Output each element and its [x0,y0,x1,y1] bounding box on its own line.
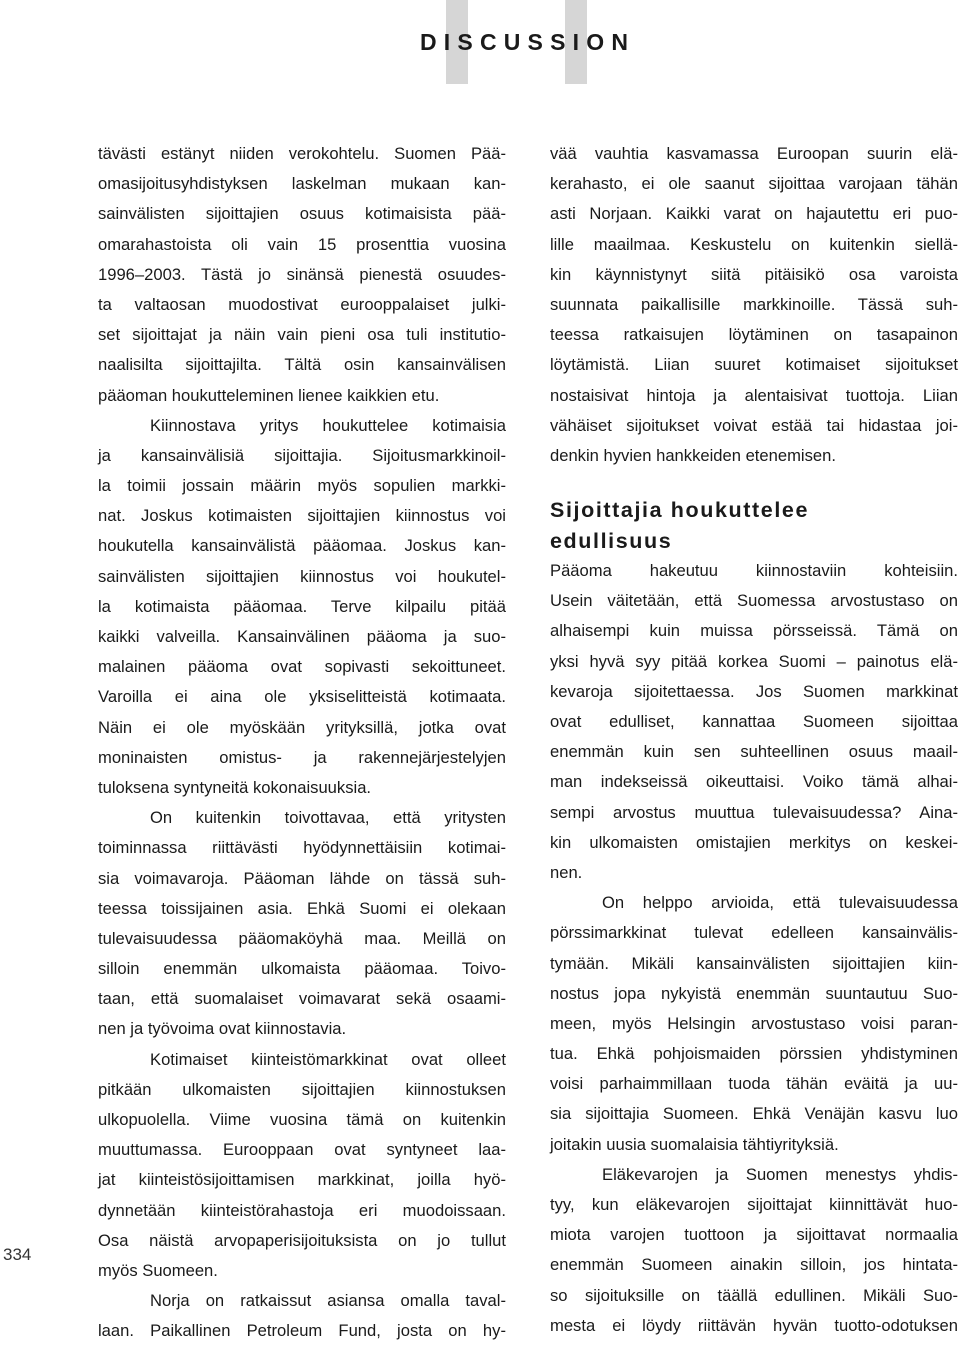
text-line: Näin ei ole myöskään yrityksillä, jotka ovat [98,717,506,737]
text-line: lille maailmaa. Keskustelu on kuitenkin siellä- [550,234,958,254]
text-line: voisi parhaimmillaan tuoda tähän eväitä ja uu- [550,1074,958,1094]
text-line: moninaisten omistus- ja rakennejärjestelyjen [98,747,506,767]
text-line: denkin hyvien hankkeiden etenemisen. [550,445,836,465]
text-line: alhaisempi kuin muissa pörsseissä. Tämä on [550,621,958,641]
text-line: Varoilla ei aina ole yksiselitteistä kotimaata. [98,687,506,707]
text-line: taan, että suomalaiset voimavarat sekä osaami- [98,989,506,1009]
text-line: muuttumassa. Eurooppaan ovat syntyneet laa- [98,1140,506,1160]
text-line: myös Suomeen. [98,1260,218,1280]
text-line: sainvälisten sijoittajien osuus kotimaisista pää- [98,204,506,224]
text-line: sia sijoittajia Suomeen. Ehkä Venäjän kasvu luo [550,1104,958,1124]
text-line: ja kansainvälisiä sijoittajia. Sijoitusmarkkinoil- [98,445,506,465]
text-line: laan. Paikallinen Petroleum Fund, josta on hy- [98,1321,506,1341]
text-line: man indekseissä oikeuttaisi. Voiko tämä alhai- [550,772,958,792]
text-line: nostus jopa nykyistä enemmän suuntautuu Suo- [550,983,958,1003]
text-line: naalisilta sijoittajilta. Tältä osin kansainvälisen [98,355,506,375]
text-line: omasijoitusyhdistyksen laskelman mukaan kan- [98,174,506,194]
text-line: Kiinnostava yritys houkuttelee kotimaisia [150,415,506,435]
text-line: toiminnassa riittävästi hyödynnettäisiin kotimai- [98,838,506,858]
text-line: mesta ei löydy riittävän hyvän tuotto-odotuksen [550,1315,958,1335]
text-line: nen ja työvoima ovat kiinnostavia. [98,1019,347,1039]
section-title: DISCUSSION [420,29,636,55]
right-text-column [550,139,958,1341]
text-line: malainen pääoma ovat sopivasti sekoittuneet. [98,657,506,677]
text-line: sia voimavaroja. Pääoman lähde on tässä suh- [98,868,506,888]
text-line: set sijoittajat ja näin vain pieni osa tuli institutio- [98,325,506,345]
text-line: sainvälisten sijoittajien kiinnostus voi houkutel- [98,566,506,586]
right-column-bottom-text [550,556,958,1341]
text-line: Norja on ratkaissut asiansa omalla taval- [150,1291,506,1311]
text-line: vää vauhtia kasvamassa Euroopan suurin elä- [550,144,958,163]
text-line: miota varojen tuottoon ja sijoittavat normaalia [550,1225,958,1245]
text-line: Eläkevarojen ja Suomen menestys yhdis- [602,1164,958,1184]
text-line: tua. Ehkä pohjoismaiden pörssien yhdistyminen [550,1044,958,1064]
left-text-column [98,139,506,1347]
text-line: jat kiinteistösijoittamisen markkinat, joilla hyö- [98,1170,506,1190]
section-subheading-line-2: edullisuus [550,528,673,553]
page-number: 334 [3,1245,32,1264]
text-line: so sijoituksille on täällä edullinen. Mikäli Suo- [550,1285,958,1305]
text-line: houkutella kansainvälistä pääomaa. Joskus kan- [98,536,506,556]
text-line: suunnata paikallisille markkinoille. Tässä suh- [550,294,958,314]
text-line: kin käynnistynyt siitä pitäisikö osa varoista [550,264,958,284]
section-subheading-line-1: Sijoittajia houkuttelee [550,498,810,523]
text-line: Osa näistä arvopaperisijoituksista on jo tullut [98,1230,506,1250]
text-line: ulkopuolella. Viime vuosina tämä on kuitenkin [98,1110,506,1129]
text-line: ta valtaosan muodostivat eurooppalaiset julki- [98,294,506,314]
text-line: 1996–2003. Tästä jo sinänsä pienestä osuudes- [98,264,506,284]
text-line: Usein väitetään, että Suomessa arvostustaso on [550,591,958,611]
text-line: tymään. Mikäli kansainvälisten sijoittajien kiin- [550,953,958,973]
text-line: tulevaisuudessa pääomaköyhä maa. Meillä on [98,928,506,948]
text-line: nostaisivat hintoja ja alentaisivat tuottoja. Liian [550,385,958,405]
text-line: dynnetään kiinteistörahastoja eri muodoissaan. [98,1200,506,1220]
text-line: löytämistä. Liian suuret kotimaiset sijoitukset [550,355,958,375]
text-line: ovat edulliset, kannattaa Suomeen sijoittaa [550,712,958,731]
text-line: tyy, kun eläkevarojen sijoittajat kiinnittävät huo- [550,1195,958,1214]
text-line: tuloksena syntyneitä kokonaisuuksia. [98,777,372,797]
text-line: teessa ratkaisujen löytäminen on tasapainon [550,325,958,345]
text-line: enemmän Suomeen ainakin silloin, jos hintata- [550,1255,958,1275]
text-line: asti Norjaan. Kaikki varat on hajautettu eri puo- [550,204,958,224]
text-line: kaikki valveilla. Kansainvälinen pääoma ja suo- [98,627,506,646]
right-column-top-text [550,139,958,471]
text-line: yksi hyvä syy pitää korkea Suomi – painotus elä- [550,651,958,671]
text-line: silloin enemmän ulkomaista pääomaa. Toivo- [98,959,506,979]
text-line: joitakin uusia suomalaisia tähtiyrityksiä. [550,1134,839,1154]
text-line: pitkään ulkomaisten sijoittajien kiinnostuksen [98,1079,506,1099]
text-line: la kotimaista pääomaa. Terve kilpailu pitää [98,596,506,616]
section-gap [550,471,958,495]
text-line: la toimii jossain määrin myös sopulien markki- [98,476,506,496]
text-line: tävästi estänyt niiden verokohtelu. Suomen Pää- [98,144,506,163]
text-line: kerahasto, ei ole saanut sijoittaa varojaan tähän [550,174,958,194]
text-line: pääoman houkutteleminen lienee kaikkien etu. [98,385,440,405]
text-line: kin ulkomaisten omistajien merkitys on keskei- [550,832,958,852]
text-line: vähäiset sijoitukset voivat estää tai hidastaa joi- [550,415,958,435]
text-line: kevaroja sijoitettaessa. Jos Suomen markkinat [550,681,958,701]
text-line: pörssimarkkinat tulevat edelleen kansainvälis- [550,923,958,943]
text-line: nat. Joskus kotimaisten sijoittajien kiinnostus voi [98,506,506,526]
text-line: Pääoma hakeutuu kiinnostaviin kohteisiin. [550,561,958,581]
text-line: omarahastoista oli vain 15 prosenttia vuosina [98,234,506,254]
text-line: teessa toissijainen asia. Ehkä Suomi ei olekaan [98,898,506,918]
text-line: On kuitenkin toivottavaa, että yritysten [150,808,506,828]
text-line: nen. [550,862,583,882]
text-line: enemmän kuin sen suhteellinen osuus maail- [550,742,958,762]
text-line: sempi arvostus muuttua tulevaisuudessa? Aina- [550,802,958,822]
text-line: On helppo arvioida, että tulevaisuudessa [602,893,958,913]
text-line: meen, myös Helsingin arvostustaso voisi paran- [550,1013,958,1033]
text-line: Kotimaiset kiinteistömarkkinat ovat olleet [150,1049,506,1069]
